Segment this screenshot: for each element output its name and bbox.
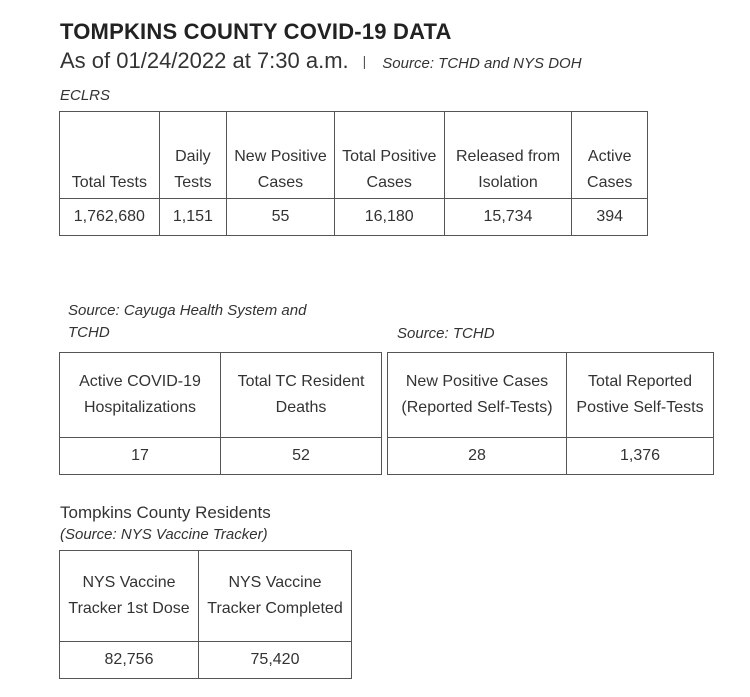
col-released-from-isolation: Released from Isolation bbox=[444, 112, 572, 199]
as-of-line bbox=[60, 48, 582, 74]
source-note-vaccine: (Source: NYS Vaccine Tracker) bbox=[60, 526, 268, 543]
col-total-tests: Total Tests bbox=[60, 112, 160, 199]
value-completed: 75,420 bbox=[199, 642, 352, 679]
value-total-tests: 1,762,680 bbox=[60, 199, 160, 236]
value-new-positive-self-tests: 28 bbox=[388, 438, 567, 475]
page-title: TOMPKINS COUNTY COVID-19 DATA bbox=[60, 19, 452, 44]
col-new-positive-cases: New Positive Cases bbox=[227, 112, 335, 199]
col-daily-tests: Daily Tests bbox=[159, 112, 226, 199]
table-row bbox=[60, 642, 352, 679]
value-first-dose: 82,756 bbox=[60, 642, 199, 679]
as-of-date: As of 01/24/2022 at 7:30 a.m. bbox=[60, 48, 349, 73]
main-stats-table bbox=[59, 111, 648, 236]
value-active-cases: 394 bbox=[572, 199, 648, 236]
source-note-selftest: Source: TCHD bbox=[397, 325, 495, 342]
value-released-from-isolation: 15,734 bbox=[444, 199, 572, 236]
col-total-deaths: Total TC Resident Deaths bbox=[221, 353, 382, 438]
value-total-deaths: 52 bbox=[221, 438, 382, 475]
table-row bbox=[388, 438, 714, 475]
col-active-cases: Active Cases bbox=[572, 112, 648, 199]
selftest-table bbox=[387, 352, 714, 475]
hospital-table bbox=[59, 352, 382, 475]
table-row bbox=[60, 199, 648, 236]
col-total-positive-cases: Total Positive Cases bbox=[334, 112, 444, 199]
value-new-positive-cases: 55 bbox=[227, 199, 335, 236]
source-note-hospital: Source: Cayuga Health System and TCHD bbox=[68, 302, 307, 341]
table-row bbox=[60, 438, 382, 475]
col-first-dose: NYS Vaccine Tracker 1st Dose bbox=[60, 551, 199, 642]
value-total-positive-self-tests: 1,376 bbox=[567, 438, 714, 475]
table-header-row bbox=[60, 112, 648, 199]
col-active-hospitalizations: Active COVID-19 Hospitalizations bbox=[60, 353, 221, 438]
table-header-row bbox=[60, 551, 352, 642]
value-active-hospitalizations: 17 bbox=[60, 438, 221, 475]
col-total-positive-self-tests: Total Reported Postive Self-Tests bbox=[567, 353, 714, 438]
vaccine-section-title: Tompkins County Residents bbox=[60, 503, 271, 522]
source-note-main: Source: TCHD and NYS DOH bbox=[382, 55, 582, 72]
source-note-main-continued: ECLRS bbox=[60, 87, 111, 104]
value-total-positive-cases: 16,180 bbox=[334, 199, 444, 236]
table-header-row bbox=[388, 353, 714, 438]
col-new-positive-self-tests: New Positive Cases (Reported Self-Tests) bbox=[388, 353, 567, 438]
value-daily-tests: 1,151 bbox=[159, 199, 226, 236]
col-completed: NYS Vaccine Tracker Completed bbox=[199, 551, 352, 642]
vaccine-table bbox=[59, 550, 352, 679]
table-header-row bbox=[60, 353, 382, 438]
separator: | bbox=[362, 53, 367, 69]
